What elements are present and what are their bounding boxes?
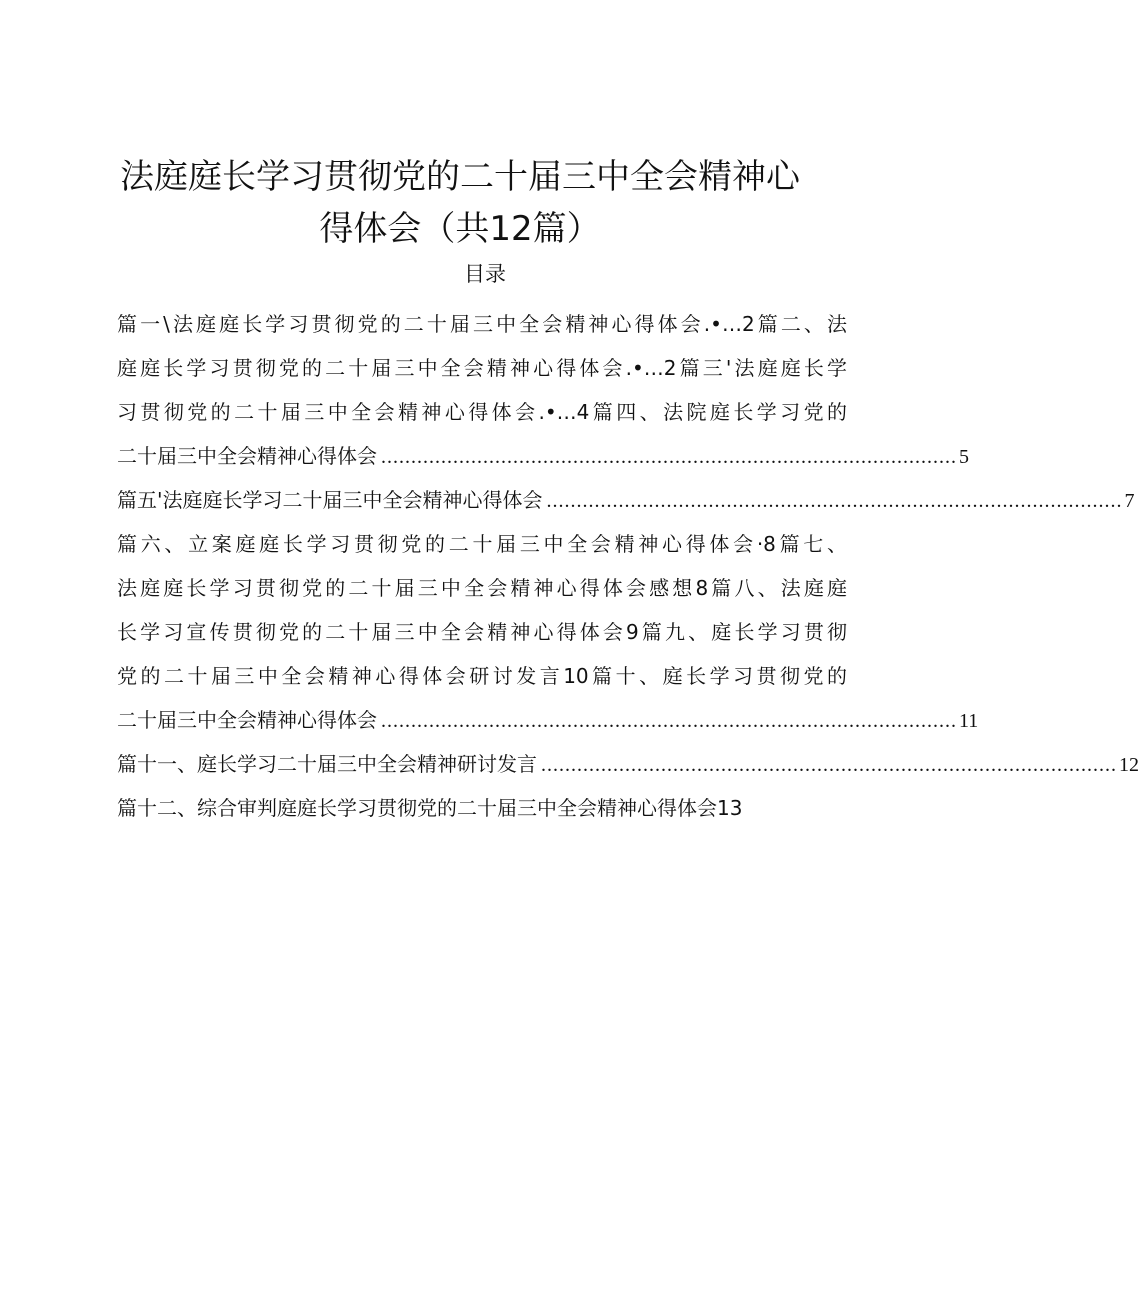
toc-page-number: 11 <box>959 710 979 732</box>
toc-line-text: 篇一\法庭庭长学习贯彻党的二十届三中全会精神心得体会.•…2篇二、法 <box>117 312 847 336</box>
toc-line[interactable] <box>117 614 847 658</box>
dot-leader: ................................................................................................ <box>381 446 957 468</box>
toc-line[interactable] <box>117 306 847 350</box>
toc-line-text: 习贯彻党的二十届三中全会精神心得体会.•…4篇四、法院庭长学习党的 <box>117 400 847 424</box>
toc-line-text: 二十届三中全会精神心得体会 <box>117 708 377 732</box>
toc-entry-with-page[interactable] <box>117 702 979 746</box>
toc-line[interactable] <box>117 394 847 438</box>
dot-leader: ................................................................................................ <box>541 754 1117 776</box>
toc-page-number: 5 <box>959 446 969 468</box>
document-title <box>0 151 920 255</box>
toc-line[interactable] <box>117 350 847 394</box>
table-of-contents <box>117 306 1139 834</box>
toc-line[interactable] <box>117 790 847 834</box>
toc-entry-with-page[interactable] <box>117 438 969 482</box>
toc-entry-with-page[interactable] <box>117 482 1135 526</box>
toc-line[interactable] <box>117 526 847 570</box>
toc-line-text: 庭庭长学习贯彻党的二十届三中全会精神心得体会.•…2篇三'法庭庭长学 <box>117 356 847 380</box>
toc-line-text: 篇十二、综合审判庭庭长学习贯彻党的二十届三中全会精神心得体会13 <box>117 796 743 820</box>
toc-entry-with-page[interactable] <box>117 746 1139 790</box>
toc-heading: 目录 <box>464 262 506 286</box>
title-line-1: 法庭庭长学习贯彻党的二十届三中全会精神心 <box>120 156 800 197</box>
toc-line-text: 篇六、立案庭庭长学习贯彻党的二十届三中全会精神心得体会·8篇七、 <box>117 532 847 556</box>
toc-line-text: 篇五'法庭庭长学习二十届三中全会精神心得体会 <box>117 488 543 512</box>
toc-line-text: 长学习宣传贯彻党的二十届三中全会精神心得体会9篇九、庭长学习贯彻 <box>117 620 847 644</box>
title-line-2: 得体会（共12篇） <box>319 208 601 249</box>
dot-leader: ................................................................................................ <box>546 490 1123 512</box>
toc-line[interactable] <box>117 658 847 702</box>
toc-line-text: 二十届三中全会精神心得体会 <box>117 444 377 468</box>
toc-page-number: 12 <box>1119 754 1139 776</box>
toc-line-text: 篇十一、庭长学习二十届三中全会精神研讨发言 <box>117 752 537 776</box>
toc-line-text: 法庭庭长学习贯彻党的二十届三中全会精神心得体会感想8篇八、法庭庭 <box>117 576 847 600</box>
toc-line[interactable] <box>117 570 847 614</box>
dot-leader: ................................................................................................ <box>381 710 957 732</box>
toc-page-number: 7 <box>1124 490 1135 512</box>
toc-line-text: 党的二十届三中全会精神心得体会研讨发言10篇十、庭长学习贯彻党的 <box>117 664 847 688</box>
